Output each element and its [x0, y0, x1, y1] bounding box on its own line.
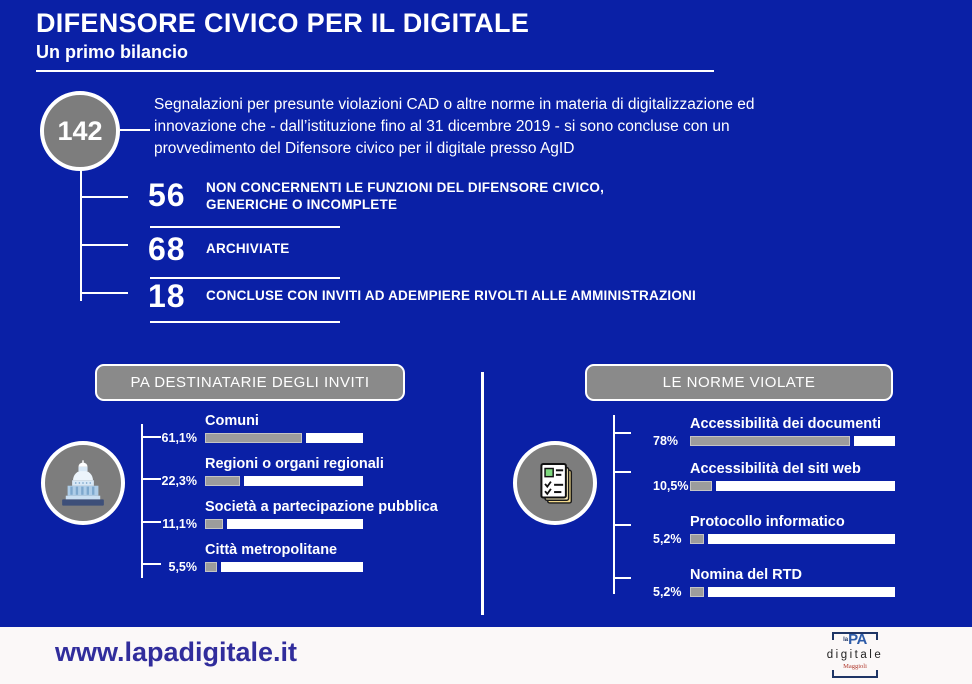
bar-value-label: 78% — [653, 433, 679, 448]
bar-category-label: Protocollo informatico — [690, 514, 845, 530]
bar-remainder — [244, 476, 363, 486]
bar-fill — [205, 562, 217, 572]
connector-tick — [613, 471, 631, 473]
bar-value-label: 22,3% — [161, 473, 197, 488]
summary-description: Segnalazioni per presunte violazioni CAD o altre norme in materia di digitalizzazione ed innovazione che - dall’istituzione fino al 31 dicembre 2019 - si sono concluse con un provvedimento del Difensore civico per il digitale presso AgID — [154, 96, 755, 158]
bar-row — [653, 514, 895, 544]
bar-fill — [205, 519, 223, 529]
bar-value-label: 5,5% — [168, 559, 197, 574]
bar-category-label: Accessibilità deI sitI web — [690, 461, 861, 477]
breakdown-row — [148, 231, 290, 268]
government-building-icon — [41, 441, 125, 525]
bar-category-label: Città metropolitane — [205, 542, 338, 558]
bar-fill — [690, 436, 850, 446]
breakdown-label: NON CONCERNENTI LE FUNZIONI DEL DIFENSORE CIVICO, GENERICHE O INCOMPLETE — [206, 180, 605, 212]
bar-fill — [205, 433, 302, 443]
connector-line — [141, 424, 143, 578]
bar-category-label: Nomina del RTD — [690, 567, 802, 583]
bar-value-label: 61,1% — [161, 430, 197, 445]
section-divider — [481, 372, 484, 615]
footer — [0, 627, 972, 684]
bar-fill — [690, 534, 704, 544]
total-count-value: 142 — [57, 115, 103, 146]
connector-tick — [613, 432, 631, 434]
bar-remainder — [716, 481, 895, 491]
logo-digitale-text: digitale — [826, 649, 884, 661]
breakdown-underline — [150, 226, 340, 228]
bar-remainder — [708, 534, 895, 544]
lapa-digitale-logo — [822, 632, 888, 678]
breakdown-label: ARCHIVIATE — [206, 241, 290, 256]
logo-maggioli-text: Maggioli — [843, 663, 867, 670]
bar-category-label: Regioni o organi regionali — [205, 456, 384, 472]
title-divider — [36, 70, 714, 72]
logo-pa — [822, 633, 888, 647]
connector-tick — [613, 524, 631, 526]
bar-fill — [690, 587, 704, 597]
connector-tick — [613, 577, 631, 579]
breakdown-row — [148, 278, 766, 315]
breakdown-row — [148, 177, 636, 214]
bar-row — [153, 413, 363, 443]
breakdown-label: CONCLUSE CON INVITI AD ADEMPIERE RIVOLTI ALLE AMMINISTRAZIONI — [206, 288, 696, 303]
bar-fill — [690, 481, 712, 491]
bar-row — [653, 416, 895, 446]
logo-pa-text: PA — [848, 631, 867, 648]
bar-remainder — [854, 436, 895, 446]
bar-row — [653, 567, 895, 597]
checklist-document-icon — [513, 441, 597, 525]
section-title-norme-violate: LE NORME VIOLATE — [585, 364, 893, 401]
bar-row — [653, 461, 895, 491]
bar-value-label: 11,1% — [162, 516, 197, 531]
bar-category-label: Comuni — [205, 413, 259, 429]
breakdown-value: 18 — [148, 278, 186, 314]
logo-bracket-bottom — [832, 670, 878, 678]
bar-fill — [205, 476, 240, 486]
bar-value-label: 5,2% — [653, 584, 682, 599]
bar-value-label: 10,5% — [653, 478, 689, 493]
connector-line — [613, 415, 615, 594]
bar-row — [153, 542, 363, 572]
bar-remainder — [227, 519, 363, 529]
total-count-badge — [40, 91, 120, 171]
logo-la-prefix: la — [843, 637, 849, 643]
connector-line — [80, 169, 82, 301]
connector-line — [120, 129, 150, 131]
bar-category-label: Accessibilità dei documenti — [690, 416, 881, 432]
website-link[interactable]: www.lapadigitale.it — [55, 637, 298, 667]
breakdown-underline — [150, 321, 340, 323]
breakdown-value: 56 — [148, 177, 186, 213]
bar-value-label: 5,2% — [653, 531, 682, 546]
connector-tick — [80, 244, 128, 246]
bar-row — [153, 456, 384, 486]
connector-tick — [80, 196, 128, 198]
breakdown-value: 68 — [148, 231, 186, 267]
connector-tick — [80, 292, 128, 294]
bar-row — [153, 499, 438, 529]
bar-remainder — [306, 433, 363, 443]
bar-remainder — [221, 562, 363, 572]
section-title-pa-destinatarie: PA DESTINATARIE DEGLI INVITI — [95, 364, 405, 401]
page-title: DIFENSORE CIVICO PER IL DIGITALE — [36, 8, 530, 38]
bar-remainder — [708, 587, 895, 597]
page-subtitle: Un primo bilancio — [36, 42, 189, 62]
bar-category-label: Società a partecipazione pubblica — [205, 499, 438, 515]
